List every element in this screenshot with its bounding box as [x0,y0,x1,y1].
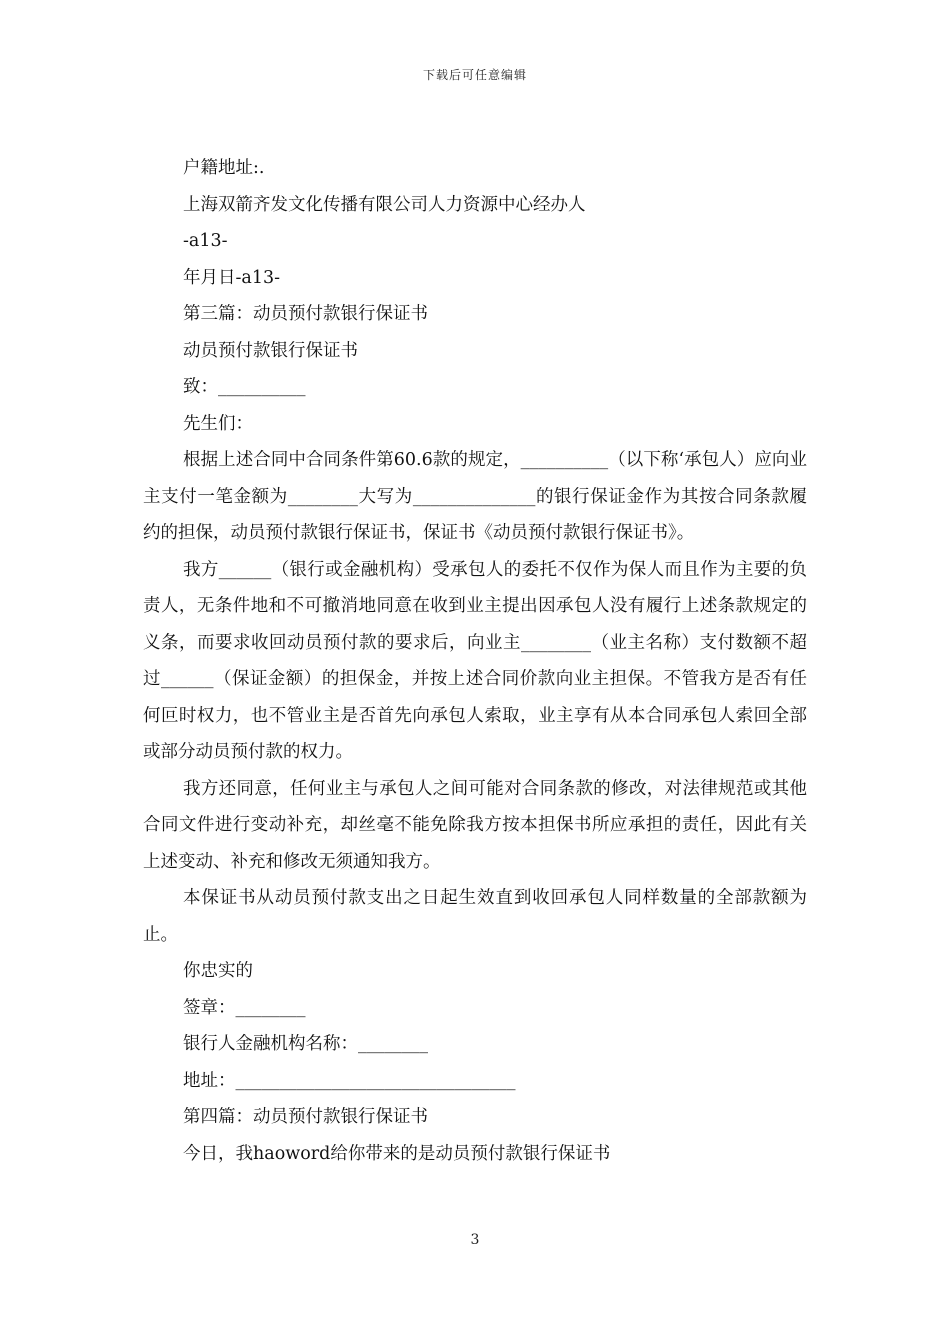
text-line: 上海双箭齐发文化传播有限公司人力资源中心经办人 [183,194,586,215]
section-heading: 第三篇：动员预付款银行保证书 [183,304,428,324]
bank-name-line: 银行人金融机构名称：________ [183,1034,428,1054]
salutation: 先生们： [183,413,253,434]
addressee-line: 致：__________ [183,377,306,397]
text-line: -a13- [183,231,228,251]
text-line: 户籍地址:. [183,158,265,178]
paragraph: 本保证书从动员预付款支出之日起生效直到收回承包人同样数量的全部款额为止。 [143,888,807,945]
text-line: 今日，我haoword给你带来的是动员预付款银行保证书 [183,1143,611,1164]
closing-line: 你忠实的 [183,961,253,981]
paragraph: 根据上述合同中合同条件第60.6款的规定，__________（以下称‘承包人）应向业主支付一笔金额为________大写为______________的银行保证金作为其按合同条款履约的担保，动员预付款银行保证书，保证书《动员预付款银行保证书》。 [143,450,807,543]
signature-line: 签章：________ [183,997,306,1018]
document-title: 动员预付款银行保证书 [183,340,358,361]
section-heading: 第四篇：动员预付款银行保证书 [183,1107,428,1127]
paragraph: 我方______（银行或金融机构）受承包人的委托不仅作为保人而且作为主要的负责人，无条件地和不可撤消地同意在收到业主提出因承包人没有履行上述条款规定的义条，而要求收回动员预付款的要求后，向业主________（业主名称）支付数额不超过______（保证金额）的担保金，并按上述合同价款向业主担保。不管我方是否有任何叵时权力，也不管业主是否首先向承包人索取，业主享有从本合同承包人索回全部或部分动员预付款的权力。 [143,559,807,762]
paragraph: 我方还同意，任何业主与承包人之间可能对合同条款的修改，对法律规范或其他合同文件进行变动补充，却丝毫不能免除我方按本担保书所应承担的责任，因此有关上述变动、补充和修改无须通知我方。 [143,778,807,872]
document-body [143,150,807,1172]
page-number: 3 [470,1232,480,1248]
address-line: 地址：________________________________ [183,1070,516,1091]
text-line: 年月日-a13- [183,267,281,288]
page-header: 下载后可任意编辑 [422,68,527,82]
